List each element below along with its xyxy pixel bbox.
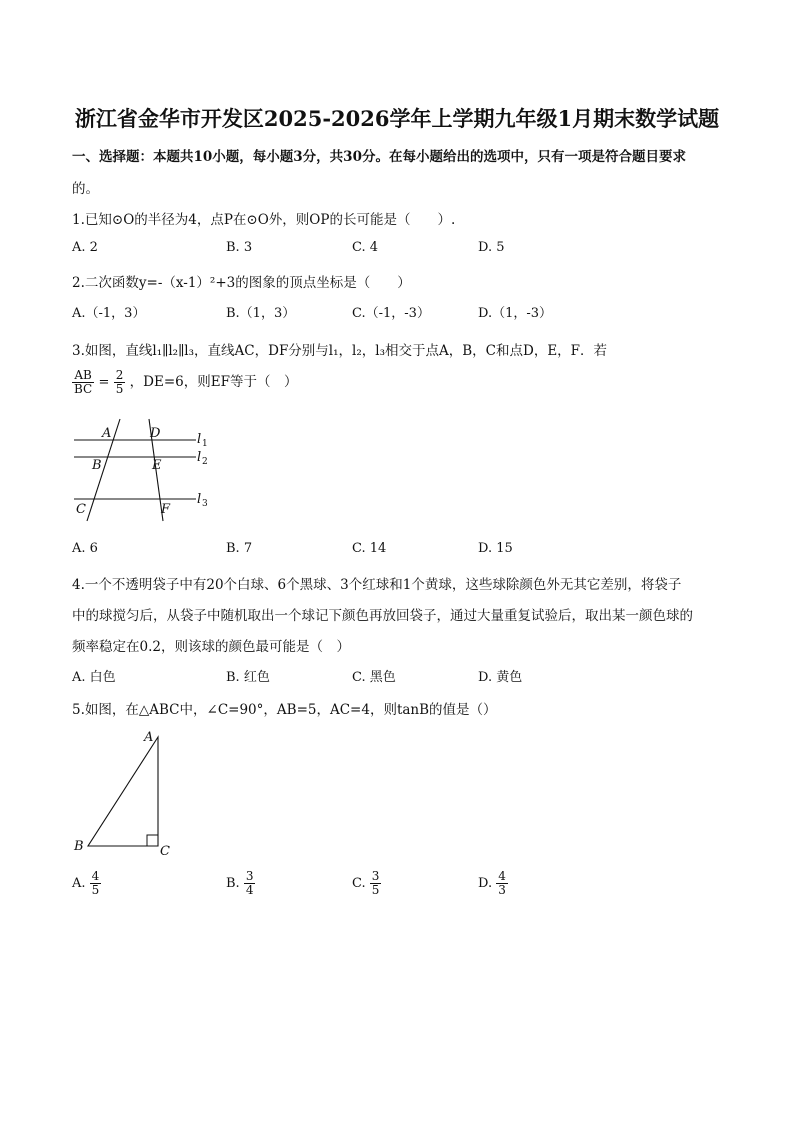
q1-stem: 1.已知⊙O的半径为4，点P在⊙O外，则OP的长可能是（ ）.: [72, 212, 456, 228]
q3-option-b: B. 7: [226, 541, 253, 556]
q5-option-d-fraction: [496, 870, 508, 897]
label-l3-sub: 3: [202, 499, 208, 509]
q3-ratio-den: BC: [74, 382, 93, 396]
q3-parallel-lines-figure: [66, 415, 226, 530]
q5-option-a-fraction: [90, 870, 102, 897]
q4-option-b: B. 红色: [226, 670, 270, 685]
q5-option-c-label: C.: [352, 876, 366, 891]
triangle-abc: [88, 737, 158, 846]
q1-option-b: B. 3: [226, 240, 253, 255]
label-a: A: [144, 730, 154, 745]
q5-option-d-label: D.: [478, 876, 493, 891]
q5-option-b-label: B.: [226, 876, 240, 891]
q3-ratio-value-num: 2: [115, 368, 124, 382]
q5-option-c-fraction: [370, 870, 382, 897]
q5-option-a-num: 4: [91, 869, 100, 883]
q1-option-a: A. 2: [72, 240, 98, 255]
q1-option-d: D. 5: [478, 240, 505, 255]
q2-option-c: C.（-1，-3）: [352, 306, 430, 321]
q3-option-a: A. 6: [72, 541, 98, 556]
q5-stem: 5.如图，在△ABC中，∠C=90°，AB=5，AC=4，则tanB的值是（）: [72, 702, 497, 718]
q5-option-b-den: 4: [245, 883, 254, 897]
q3-stem: 3.如图，直线l₁∥l₂∥l₃，直线AC，DF分别与l₁，l₂，l₃相交于点A，B，C和点D，E，F．若: [72, 343, 608, 359]
q4-option-c: C. 黑色: [352, 670, 396, 685]
q5-option-c-num: 3: [371, 869, 380, 883]
q3-ratio-fraction: [72, 369, 94, 396]
q3-condition-rest: ，DE=6，则EF等于（ ）: [129, 374, 298, 390]
q4-stem-line3: 频率稳定在0.2，则该球的颜色最可能是（ ）: [72, 639, 350, 655]
q5-option-c: [352, 870, 381, 897]
q5-option-d-den: 3: [498, 883, 506, 897]
label-e: E: [152, 458, 162, 473]
q3-option-c: C. 14: [352, 541, 387, 556]
q5-option-d: [478, 870, 508, 897]
q5-option-b-fraction: [244, 870, 256, 897]
label-l2-sub: 2: [202, 457, 208, 467]
label-a: A: [102, 426, 112, 441]
q5-option-b: [226, 870, 255, 897]
q2-option-a: A.（-1，3）: [72, 306, 146, 321]
label-d: D: [150, 426, 161, 441]
label-f: F: [161, 502, 171, 517]
label-c: C: [160, 844, 170, 859]
label-l2: l: [197, 450, 202, 465]
q3-ratio-value-den: 5: [115, 382, 124, 396]
q2-stem: 2.二次函数y=-（x-1）²+3的图象的顶点坐标是（ ）: [72, 275, 411, 291]
label-l1: l: [197, 432, 202, 447]
q5-right-triangle-figure: [66, 725, 186, 860]
q2-option-d: D.（1，-3）: [478, 306, 553, 321]
page-title: 浙江省金华市开发区2025-2026学年上学期九年级1月期末数学试题: [74, 106, 720, 131]
q3-option-d: D. 15: [478, 541, 513, 556]
q5-option-a-den: 5: [91, 883, 100, 897]
q3-ratio-value: [114, 369, 126, 396]
q1-option-c: C. 4: [352, 240, 379, 255]
q5-option-c-den: 5: [371, 883, 380, 897]
label-b: B: [92, 458, 102, 473]
q2-option-b: B.（1，3）: [226, 306, 296, 321]
q4-stem-line2: 中的球搅匀后，从袋子中随机取出一个球记下颜色再放回袋子，通过大量重复试验后，取出某一颜色球的: [72, 608, 693, 624]
section-instructions-line1: 一、选择题：本题共10小题，每小题3分，共30分。在每小题给出的选项中，只有一项是符合题目要求: [72, 149, 686, 165]
q5-option-b-num: 3: [245, 869, 254, 883]
q5-option-a-label: A.: [72, 876, 86, 891]
label-l1-sub: 1: [202, 439, 208, 449]
label-c: C: [76, 502, 86, 517]
q3-condition: $\frac{AB}{BC}$ = $\frac{2}{5}$ ，DE=6，则EF等于（ ）: [74, 368, 298, 396]
label-l3: l: [197, 492, 202, 507]
q4-option-a: A. 白色: [72, 670, 116, 685]
q3-ratio-num: AB: [72, 369, 94, 383]
section-instructions-line2: 的。: [72, 181, 99, 197]
q5-option-d-num: 4: [498, 869, 506, 883]
right-angle-mark: [147, 835, 158, 846]
label-b: B: [74, 839, 84, 854]
q4-stem-line1: 4.一个不透明袋子中有20个白球、6个黑球、3个红球和1个黄球，这些球除颜色外无其它差别，将袋子: [72, 577, 682, 593]
q5-option-a: [72, 870, 101, 897]
q4-option-d: D. 黄色: [478, 670, 523, 685]
